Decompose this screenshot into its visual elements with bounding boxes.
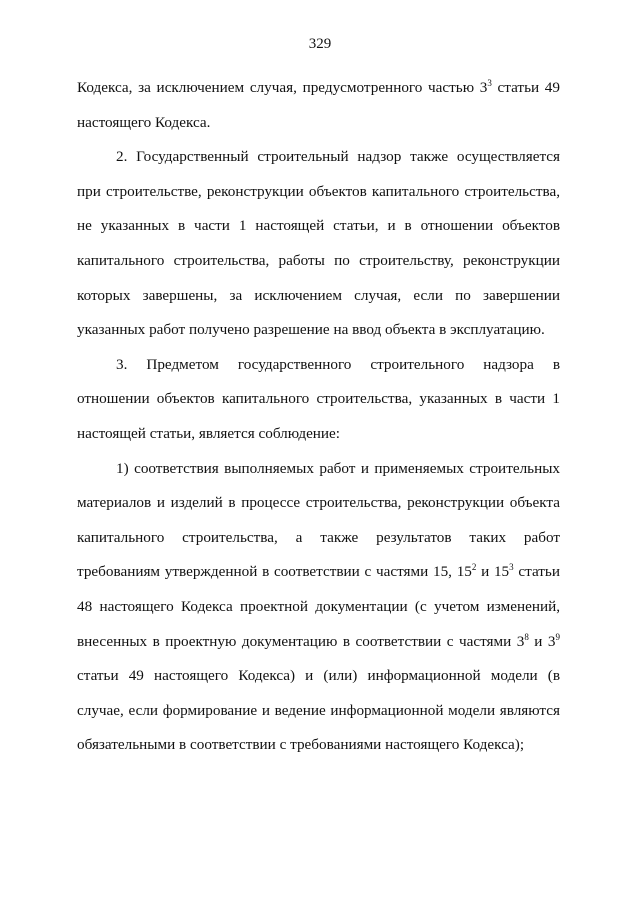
- text-run: Кодекса, за исключением случая, предусмотренного частью 3: [77, 79, 488, 96]
- text-run: 1) соответствия выполняемых работ и применяемых строительных материалов и изделий в процессе строительства, реконструкции объекта капитального строительства, а также результатов таких работ требованиям утвержденной в соответствии с частями 15, 15: [77, 459, 560, 581]
- paragraph-item-2: 2. Государственный строительный надзор также осуществляется при строительстве, реконструкции объектов капитального строительства, не указанных в части 1 настоящей статьи, и в отношении объектов капитального строительства, работы по строительству, реконструкции которых завершены, за исключением случая, если по завершении указанных работ получено разрешение на ввод объекта в эксплуатацию.: [77, 148, 560, 339]
- paragraph-item-3: 3. Предметом государственного строительного надзора в отношении объектов капитального строительства, указанных в части 1 настоящей статьи, является соблюдение:: [77, 355, 560, 442]
- text-run: и 3: [528, 632, 556, 650]
- document-body: [77, 71, 560, 763]
- superscript: 9: [555, 631, 560, 642]
- paragraph-subitem-1: [77, 452, 560, 763]
- superscript: 2: [471, 562, 477, 573]
- text-run: статьи 49 настоящего Кодекса) и (или) информационной модели (в случае, если формирование и ведение информационной модели являются обязательными в соответствии с требованиями настоящего Кодекса);: [77, 667, 560, 754]
- superscript: 3: [509, 562, 514, 573]
- text-run: статьи 48 настоящего Кодекса проектной документации (с учетом изменений, внесенных в проектную документацию в соответствии с частями 3: [77, 563, 560, 650]
- text-run: статьи 49 настоящего Кодекса.: [77, 79, 560, 131]
- text-run: и 15: [476, 563, 510, 581]
- page-number: 329: [308, 36, 332, 52]
- superscript: 3: [487, 78, 492, 88]
- superscript: 8: [524, 631, 529, 642]
- paragraph-continuation: [77, 71, 560, 140]
